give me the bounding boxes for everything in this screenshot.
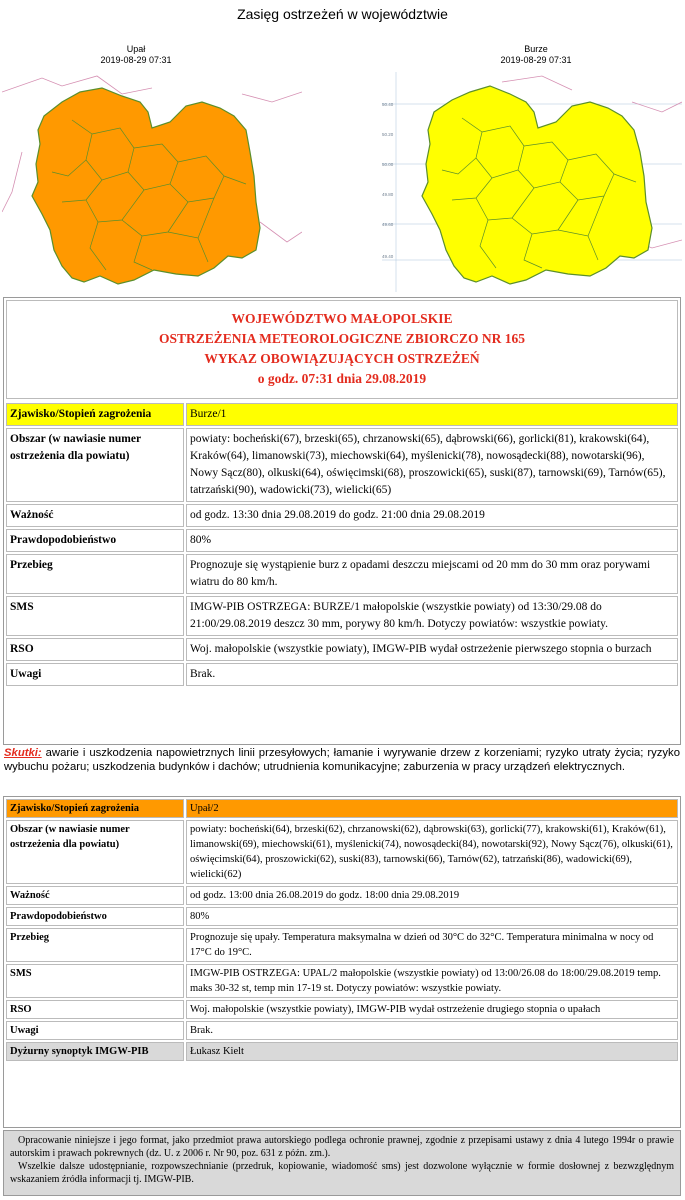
map-upal <box>2 72 302 292</box>
map-burze <box>382 72 682 292</box>
table-row <box>6 554 678 594</box>
row-value: Brak. <box>186 663 678 686</box>
region-shape <box>32 88 260 284</box>
table-row <box>6 1021 678 1040</box>
row-value: Woj. małopolskie (wszystkie powiaty), IMGW-PIB wydał ostrzeżenie drugiego stopnia o upałach <box>186 1000 678 1019</box>
row-key: Zjawisko/Stopień zagrożenia <box>6 799 184 818</box>
svg-text:49.40: 49.40 <box>382 254 394 259</box>
row-key: Prawdopodobieństwo <box>6 907 184 926</box>
table-row <box>6 907 678 926</box>
table-row <box>6 663 678 686</box>
row-key: Przebieg <box>6 928 184 962</box>
footer-paragraph: Opracowanie niniejsze i jego format, jako przedmiot prawa autorskiego podlega ochronie prawnej, zgodnie z przepisami ustawy z dnia 4 lutego 1994r o prawie autorskim i prawach pokrewnych (dz. U. z 2006 r. Nr 90, poz. 631 z późn. zm.). <box>10 1135 674 1159</box>
svg-text:50.40: 50.40 <box>382 102 394 107</box>
row-value: Upał/2 <box>186 799 678 818</box>
row-key: Dyżurny synoptyk IMGW-PIB <box>6 1042 184 1061</box>
header-line: OSTRZEŻENIA METEOROLOGICZNE ZBIORCZO NR 165 <box>158 331 526 346</box>
row-value: powiaty: bocheński(67), brzeski(65), chrzanowski(65), dąbrowski(66), gorlicki(81), krakowski(64), Kraków(64), limanowski(73), miechowski(64), myślenicki(78), nowosądecki(88), nowotarski(96), Nowy Sącz(80), olkuski(64), oświęcimski(68), proszowicki(65), suski(87), tarnowski(69), Tarnów(65), tatrzański(90), wadowicki(73), wielicki(65) <box>186 428 678 502</box>
page-title: Zasięg ostrzeżeń w województwie <box>237 6 448 22</box>
svg-text:50.00: 50.00 <box>382 162 394 167</box>
row-key: Zjawisko/Stopień zagrożenia <box>6 403 184 426</box>
row-value: IMGW-PIB OSTRZEGA: UPAL/2 małopolskie (wszystkie powiaty) od 13:00/26.08 do 18:00/29.08.2019 temp. maks 30-32 st, temp min 17-19 st. Dotyczy powiatów: wszystkie powiaty. <box>186 964 678 998</box>
row-key: Obszar (w nawiasie numer ostrzeżenia dla powiatu) <box>6 820 184 884</box>
table-row <box>6 820 678 884</box>
table-row <box>6 964 678 998</box>
row-value: Prognozuje się wystąpienie burz z opadami deszczu miejscami od 20 mm do 30 mm oraz porywami wiatru do 80 km/h. <box>186 554 678 594</box>
table-row <box>6 529 678 552</box>
row-key: Uwagi <box>6 1021 184 1040</box>
table-row <box>6 799 678 818</box>
row-value: Prognozuje się upały. Temperatura maksymalna w dzień od 30°C do 32°C. Temperatura minimalna w nocy od 17°C do 19°C. <box>186 928 678 962</box>
map-date: 2019-08-29 07:31 <box>500 55 572 65</box>
row-value: powiaty: bocheński(64), brzeski(62), chrzanowski(62), dąbrowski(63), gorlicki(77), krakowski(61), Kraków(61), limanowski(69), miechowski(61), myślenicki(74), nowosądecki(84), nowotarski(92), Nowy Sącz(76), olkuski(61), oświęcimski(64), proszowicki(62), suski(83), tarnowski(66), Tarnów(62), tatrzański(86), wadowicki(69), wielicki(62) <box>186 820 678 884</box>
row-key: SMS <box>6 964 184 998</box>
svg-text:49.60: 49.60 <box>382 222 394 227</box>
row-key: Obszar (w nawiasie numer ostrzeżenia dla powiatu) <box>6 428 184 502</box>
map-label-burze <box>416 44 656 66</box>
header-line: WYKAZ OBOWIĄZUJĄCYCH OSTRZEŻEŃ <box>204 351 480 366</box>
row-value: od godz. 13:30 dnia 29.08.2019 do godz. 21:00 dnia 29.08.2019 <box>186 504 678 527</box>
header-line: o godz. 07:31 dnia 29.08.2019 <box>257 371 427 386</box>
row-key: Ważność <box>6 504 184 527</box>
row-key: SMS <box>6 596 184 636</box>
table-row <box>6 403 678 426</box>
footer-paragraph: Wszelkie dalsze udostępnianie, rozpowszechnianie (przedruk, kopiowanie, wiadomość sms) jest dozwolone wyłącznie w formie dosłownej z bezwzględnym wskazaniem źródła informacji tj. IMGW-PIB. <box>10 1161 674 1185</box>
row-value: Brak. <box>186 1021 678 1040</box>
table-row <box>6 1000 678 1019</box>
impacts-label: Skutki: <box>4 747 42 759</box>
impacts-text: awarie i uszkodzenia napowietrznych linii przesyłowych; łamanie i wyrywanie drzew z korzeniami; ryzyko utraty życia; ryzyko wybuchu pożaru; uszkodzenia budynków i dachów; utrudnienia komunikacyjne; zaburzenia w pracy urządzeń elektrycznych. <box>4 747 680 773</box>
table-row <box>6 596 678 636</box>
copyright-footer <box>3 1130 681 1196</box>
warning-table-heat <box>4 797 680 1063</box>
row-value: 80% <box>186 907 678 926</box>
map-label-upal <box>16 44 256 66</box>
map-name: Upał <box>126 44 146 54</box>
row-value: IMGW-PIB OSTRZEGA: BURZE/1 małopolskie (wszystkie powiaty) od 13:30/29.08 do 21:00/29.08.2019 deszcz 30 mm, porywy 80 km/h. Dotyczy powiatów: wszystkie powiaty. <box>186 596 678 636</box>
row-key: Ważność <box>6 886 184 905</box>
row-key: RSO <box>6 638 184 661</box>
bulletin-heat <box>3 796 681 1128</box>
row-value: od godz. 13:00 dnia 26.08.2019 do godz. 18:00 dnia 29.08.2019 <box>186 886 678 905</box>
table-row <box>6 928 678 962</box>
row-key: Prawdopodobieństwo <box>6 529 184 552</box>
warning-table-storm <box>4 401 680 688</box>
svg-text:49.80: 49.80 <box>382 192 394 197</box>
row-value: Łukasz Kielt <box>186 1042 678 1061</box>
row-key: RSO <box>6 1000 184 1019</box>
map-date: 2019-08-29 07:31 <box>100 55 172 65</box>
row-key: Przebieg <box>6 554 184 594</box>
bulletin-header <box>6 300 678 399</box>
table-row <box>6 504 678 527</box>
row-value: Burze/1 <box>186 403 678 426</box>
row-value: 80% <box>186 529 678 552</box>
table-row <box>6 638 678 661</box>
impacts-note <box>4 746 680 774</box>
table-row <box>6 1042 678 1061</box>
map-name: Burze <box>524 44 548 54</box>
row-value: Woj. małopolskie (wszystkie powiaty), IMGW-PIB wydał ostrzeżenie pierwszego stopnia o burzach <box>186 638 678 661</box>
header-line: WOJEWÓDZTWO MAŁOPOLSKIE <box>231 311 453 326</box>
bulletin-storm <box>3 297 681 745</box>
table-row <box>6 428 678 502</box>
row-key: Uwagi <box>6 663 184 686</box>
svg-text:50.20: 50.20 <box>382 132 394 137</box>
table-row <box>6 886 678 905</box>
